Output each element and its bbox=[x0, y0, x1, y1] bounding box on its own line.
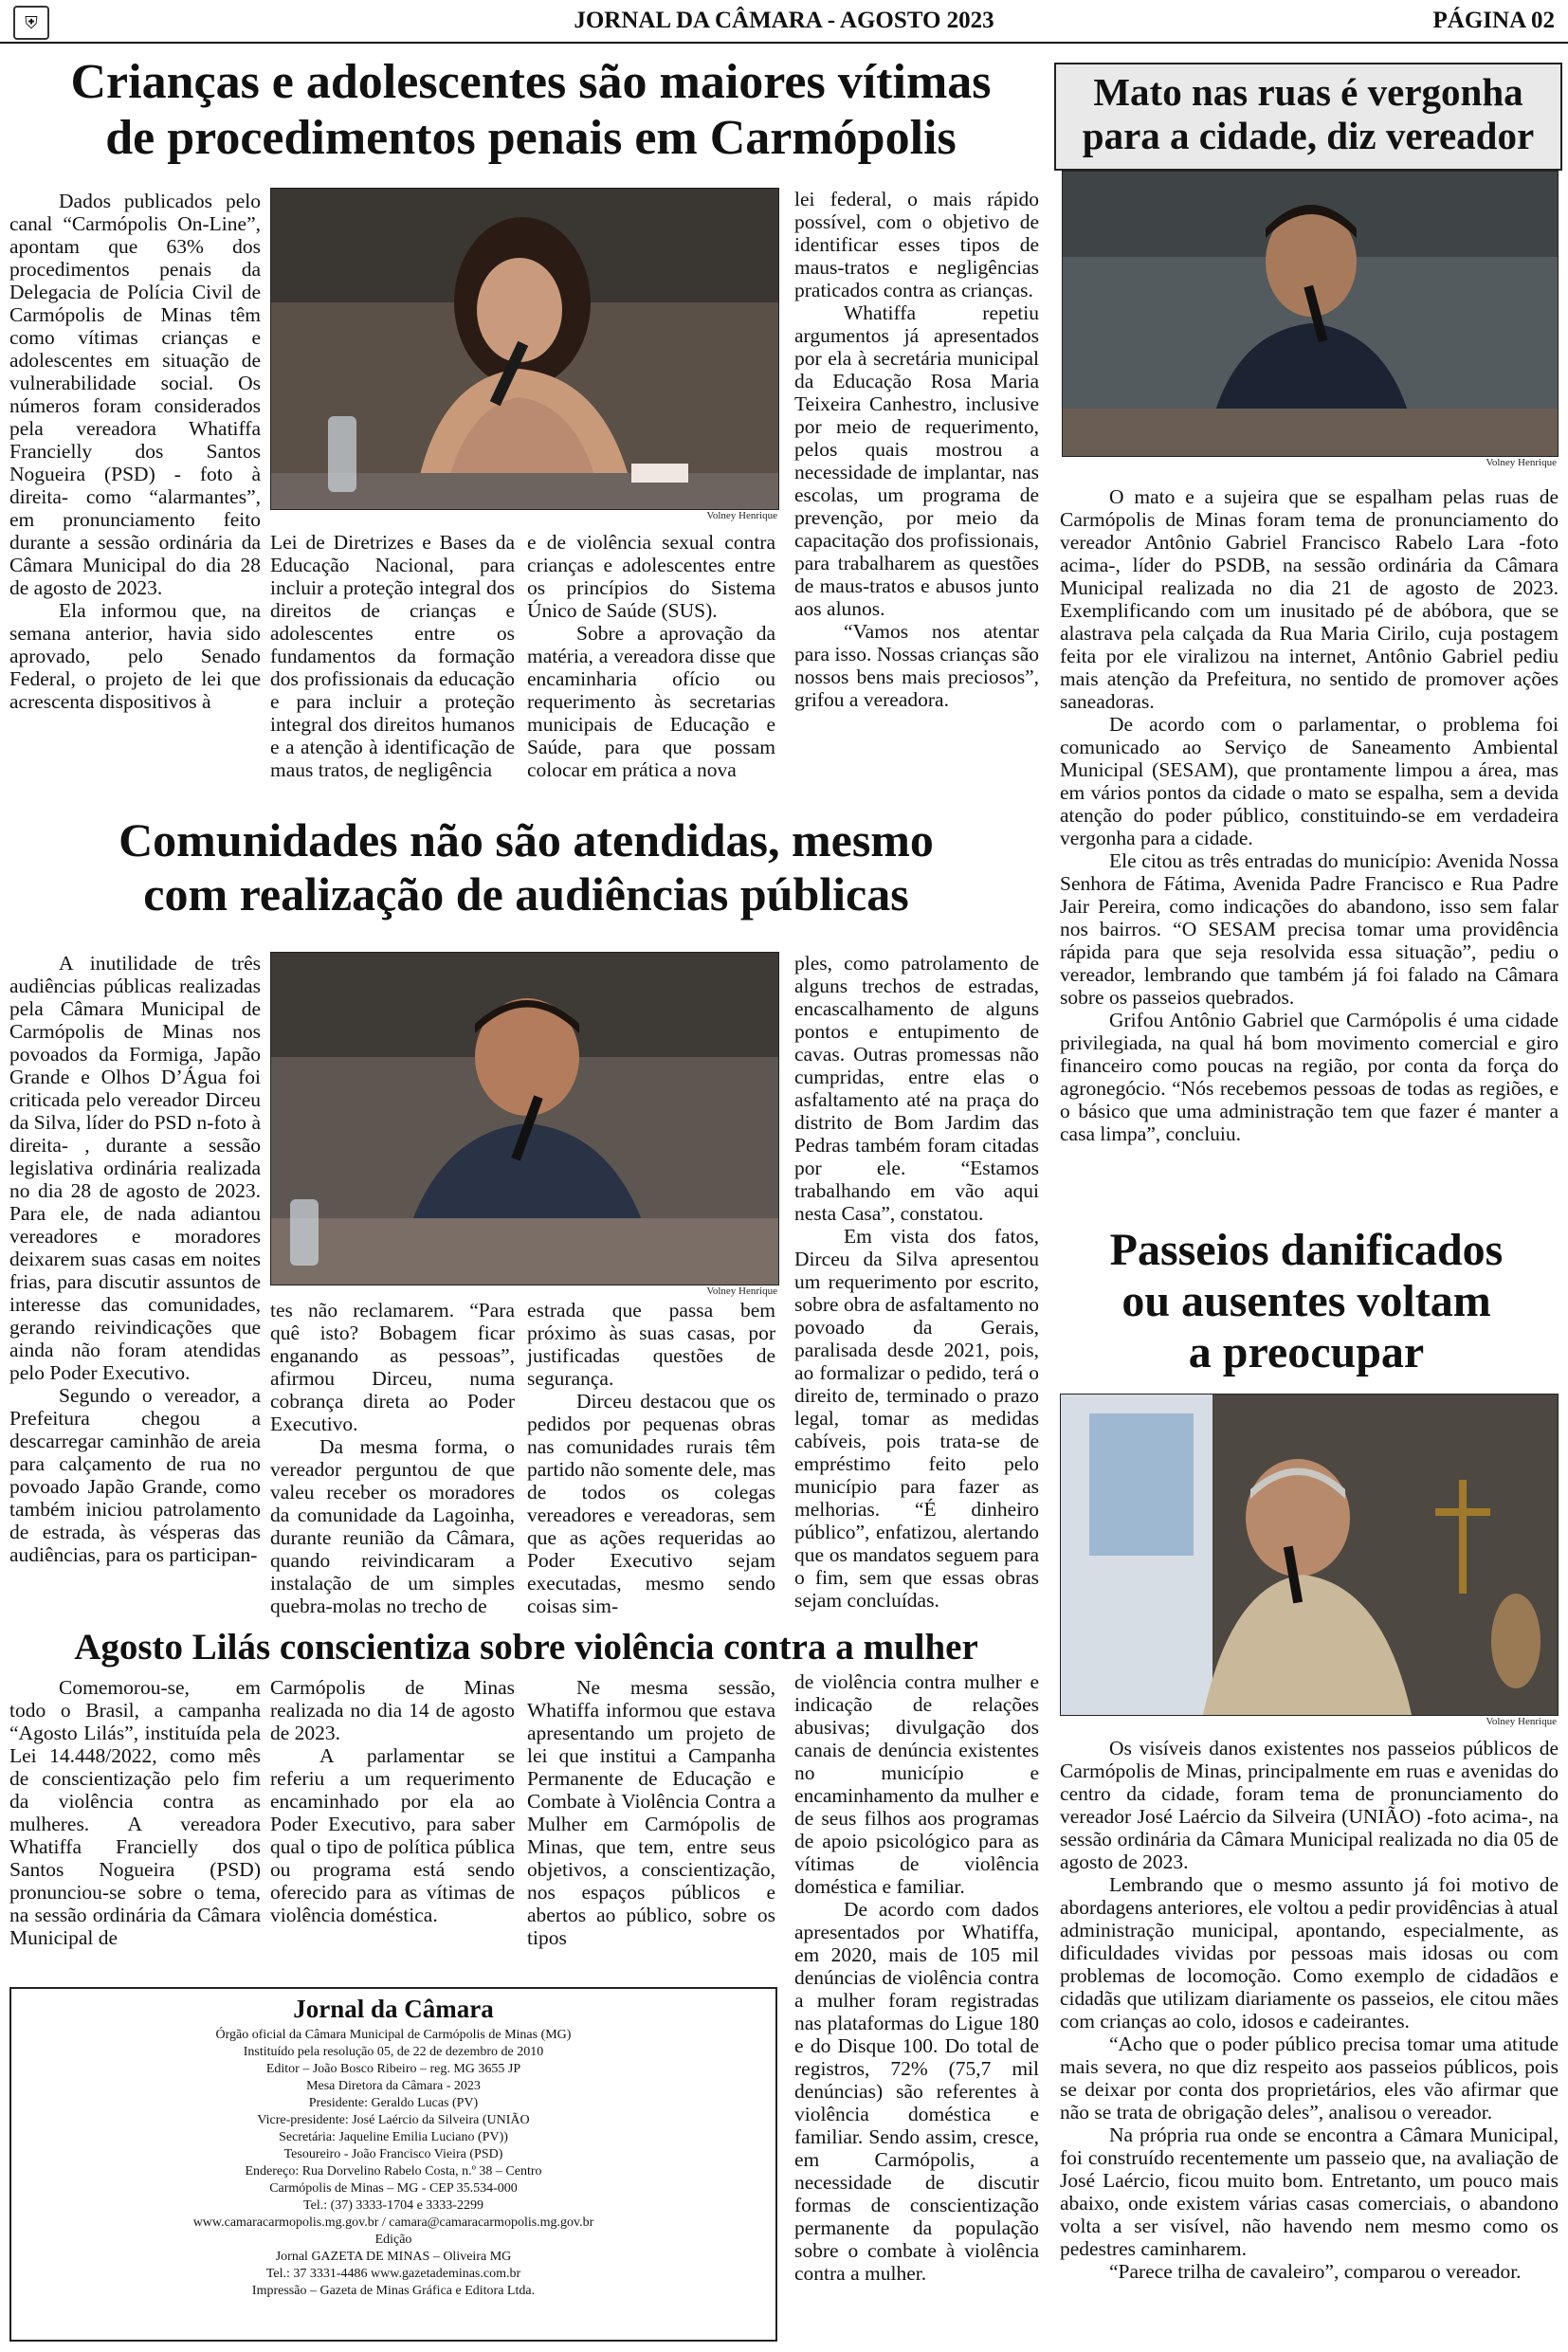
masthead-line: Instituído pela resolução 05, de 22 de dezembro de 2010 bbox=[243, 2045, 544, 2059]
article1-col2 bbox=[270, 531, 515, 781]
masthead-line: Editor – João Bosco Ribeiro – reg. MG 3655 JP bbox=[265, 2062, 521, 2076]
article2-body bbox=[1060, 485, 1559, 1145]
masthead-line: Carmópolis de Minas – MG - CEP 35.534-000 bbox=[269, 2181, 518, 2196]
article1-col1 bbox=[9, 190, 261, 713]
article5-col3 bbox=[527, 1676, 775, 1949]
article3-title-line2: com realização de audiências públicas bbox=[143, 866, 909, 921]
masthead-line: Endereço: Rua Dorvelino Rabelo Costa, n.º 38 – Centro bbox=[245, 2164, 542, 2179]
masthead-line: Tesoureiro - João Francisco Vieira (PSD) bbox=[283, 2147, 503, 2161]
paragraph: De acordo com o parlamentar, o problema foi comunicado ao Serviço de Saneamento Ambiental Municipal (SESAM), que prontamente limpou a área, mas em vários pontos da cidade o mato se espalha, sem a devida atenção do poder público, constituindo-se em verdadeira vergonha para a cidade. bbox=[1060, 713, 1559, 849]
paragraph: Grifou Antônio Gabriel que Carmópolis é uma cidade privilegiada, na qual há bom movimento comercial e giro financeiro como poucas na região, por conta da força do agronegócio. “Nós recebemos pessoas de todas as regiões, e o básico que uma administração tem que fazer é manter a casa limpa”, concluiu. bbox=[1060, 1009, 1559, 1145]
article4-title-line1: Passeios danificados bbox=[1109, 1225, 1504, 1275]
paragraph: Ele citou as três entradas do município: Avenida Nossa Senhora de Fátima, Avenida Padre Francisco e Rua Padre Jair Pereira, como indicações do abandono, isso sem falar nos bairros. “O SESAM precisa tomar uma providência rápida para que seja resolvida essa situação”, pediu o vereador, lembrando que também já foi falado na Câmara sobre os passeios quebrados. bbox=[1060, 849, 1559, 1009]
paragraph: Whatiffa repetiu argumentos já apresentados por ela à secretária municipal da Educação Rosa Maria Teixeira Canhestro, inclusive por meio de requerimento, pelos quais mostrou a necessidade de implantar, nas escolas, um programa de prevenção, por meio da capacitação dos profissionais, para trabalharem as questões de maus-tratos e abusos junto aos alunos. bbox=[794, 301, 1039, 620]
article1-col3 bbox=[527, 531, 775, 781]
paragraph: Ne mesma sessão, Whatiffa informou que estava apresentando um projeto de lei que institui a Campanha Permanente de Educação e Combate à Violência Contra a Mulher em Carmópolis de Minas, que tem, entre seus objetivos, a conscientização, nos espaços públicos e abertos ao público, sobre os tipos bbox=[527, 1676, 775, 1949]
paragraph: Em vista dos fatos, Dirceu da Silva apresentou um requerimento por escrito, sobre obra de asfaltamento no povoado da Gerais, paralisada desde 2021, pois, ao formalizar o pedido, terá o direito de, terminado o prazo legal, tomar as medidas cabíveis, pois trata-se de empréstimo feito pelo município para fazer as melhorias. “É dinheiro público”, enfatizou, alertando que os mandatos seguem para o fim, sem que essas obras sejam concluídas. bbox=[794, 1225, 1039, 1612]
masthead-line: Secretária: Jaqueline Emilia Luciano (PV)) bbox=[279, 2130, 508, 2144]
article2-title-box bbox=[1054, 63, 1562, 171]
paragraph: Sobre a aprovação da matéria, a vereadora disse que encaminharia ofício ou requerimento às secretarias municipais de Educação e Saúde, para que possam colocar em prática a nova bbox=[527, 622, 775, 781]
article3-photo bbox=[270, 952, 779, 1285]
article2-photo bbox=[1062, 171, 1559, 457]
coat-of-arms-icon: ⛨ bbox=[13, 6, 49, 40]
article5-col1 bbox=[9, 1676, 261, 1949]
masthead-line: Tel.: (37) 3333-1704 e 3333-2299 bbox=[303, 2198, 483, 2213]
masthead-line: Tel.: 37 3331-4486 www.gazetademinas.com.br bbox=[265, 2267, 521, 2281]
councilman-jose-laercio-photo bbox=[1061, 1395, 1558, 1715]
article3-title-line1: Comunidades não são atendidas, mesmo bbox=[119, 813, 934, 866]
paragraph: De acordo com dados apresentados por Whatiffa, em 2020, mais de 105 mil denúncias de violência contra a mulher foram registradas nas plataformas do Ligue 180 e do Disque 100. Do total de registros, 72% (75,7 mil denúncias) são referentes à violência doméstica e familiar. Sendo assim, cresce, em Carmópolis, a necessidade de discutir formas de conscientização permanente da população sobre o combate à violência contra a mulher. bbox=[794, 1898, 1039, 2285]
article4-title-line3: a preocupar bbox=[1188, 1327, 1425, 1377]
page-number: PÁGINA 02 bbox=[1432, 8, 1555, 33]
article3-title bbox=[9, 813, 1043, 921]
article3-col1 bbox=[9, 952, 261, 1566]
masthead-line: Mesa Diretora da Câmara - 2023 bbox=[306, 2079, 481, 2093]
masthead-line: Presidente: Geraldo Lucas (PV) bbox=[308, 2096, 479, 2110]
article4-title bbox=[1054, 1225, 1559, 1378]
paragraph: Carmópolis de Minas realizada no dia 14 de agosto de 2023. bbox=[270, 1676, 515, 1744]
paragraph: Segundo o vereador, a Prefeitura chegou a descarregar caminhão de areia para calçamento de rua no povoado Japão Grande, como também iniciou patrolamento de estrada, às vésperas das audiências, para os participan- bbox=[9, 1384, 261, 1566]
masthead-line: Impressão – Gazeta de Minas Gráfica e Editora Ltda. bbox=[251, 2284, 536, 2298]
paragraph: Lembrando que o mesmo assunto já foi motivo de abordagens anteriores, ele voltou a pedir providências à atual administração municipal, apontando, especialmente, as dificuldades vividas por pessoas mais idosas ou com problemas de locomoção. Como exemplo de cidadãos e cidadãs que utilizam diariamente os passeios, ele citou mães com crianças ao colo, idosos e cadeirantes. bbox=[1060, 1873, 1559, 2033]
masthead-box bbox=[9, 1987, 777, 2342]
article3-col4 bbox=[794, 952, 1039, 1612]
photo-credit: Volney Henrique bbox=[1486, 457, 1557, 468]
paragraph: Da mesma forma, o vereador perguntou de que valeu receber os moradores da comunidade da Lagoinha, durante reunião da Câmara, quando reivindicaram a instalação de um simples quebra-molas no trecho de bbox=[270, 1435, 515, 1617]
paragraph: Na própria rua onde se encontra a Câmara Municipal, foi construído recentemente um passeio que, na avaliação de José Laércio, ficou muito bom. Entretanto, um pouco mais abaixo, onde existem várias casas comerciais, o abandono volta a ser visível, não havendo nem mesmo como os pedestres caminharem. bbox=[1060, 2124, 1559, 2260]
article1-title-line2: de procedimentos penais em Carmópolis bbox=[105, 110, 957, 165]
masthead-line: Vicre-presidente: José Laércio da Silveira (UNIÃO bbox=[257, 2113, 530, 2127]
article2-title bbox=[1056, 64, 1560, 158]
paragraph: tes não reclamarem. “Para quê isto? Bobagem ficar enganando as pessoas”, afirmou Dirceu, numa cobrança direta ao Poder Executivo. bbox=[270, 1299, 515, 1435]
article5-col4 bbox=[794, 1670, 1039, 2285]
article2-title-line2: para a cidade, diz vereador bbox=[1082, 114, 1535, 158]
paragraph: Os visíveis danos existentes nos passeios públicos de Carmópolis de Minas, principalmente em ruas e avenidas do centro da cidade, foram tema de pronunciamento do vereador José Laércio da Silveira (UNIÃO) -foto acima-, na sessão ordinária da Câmara Municipal realizada no dia 05 de agosto de 2023. bbox=[1060, 1737, 1559, 1873]
article4-body bbox=[1060, 1737, 1559, 2283]
article4-photo bbox=[1060, 1394, 1559, 1716]
councilwoman-speaking-photo bbox=[271, 189, 778, 509]
paragraph: estrada que passa bem próximo às suas casas, por justificadas questões de segurança. bbox=[527, 1299, 775, 1390]
photo-credit: Volney Henrique bbox=[706, 510, 777, 521]
article1-col4 bbox=[794, 188, 1039, 711]
article2-title-line1: Mato nas ruas é vergonha bbox=[1093, 70, 1523, 114]
paragraph: O mato e a sujeira que se espalham pelas ruas de Carmópolis de Minas foram tema de pronunciamento do vereador Antônio Gabriel Francisco Rabelo Lara -foto acima-, líder do PSDB, na sessão ordinária da Câmara Municipal realizada no dia 21 de agosto de 2023. Exemplificando com um inusitado pé de abóbora, que se alastrava pela calçada da Rua Maria Cirilo, cuja postagem feita por ele viralizou na internet, Antônio Gabriel pediu mais atenção da Prefeitura, no sentido de promover ações saneadoras. bbox=[1060, 485, 1559, 713]
paragraph: lei federal, o mais rápido possível, com o objetivo de identificar esses tipos de maus-tratos e negligências praticados contra as crianças. bbox=[794, 188, 1039, 301]
masthead-line: Jornal GAZETA DE MINAS – Oliveira MG bbox=[275, 2250, 512, 2264]
paragraph: ples, como patrolamento de alguns trechos de estradas, encascalhamento de alguns pontos e entupimento de cavas. Outras promessas não cumpridas, entre elas o asfaltamento até na praça do distrito de Bom Jardim das Pedras também foram citadas por ele. “Estamos trabalhando em vão aqui nesta Casa”, constatou. bbox=[794, 952, 1039, 1225]
paragraph: “Vamos nos atentar para isso. Nossas crianças são nossos bens mais preciosos”, grifou a vereadora. bbox=[794, 620, 1039, 711]
article1-photo bbox=[270, 188, 779, 510]
paragraph: Comemorou-se, em todo o Brasil, a campanha “Agosto Lilás”, instituída pela Lei 14.448/2022, como mês de conscientização pelo fim da violência contra as mulheres. A vereadora Whatiffa Francielly dos Santos Nogueira (PSD) pronunciou-se sobre o tema, na sessão ordinária da Câmara Municipal de bbox=[9, 1676, 261, 1949]
masthead-line: www.camaracarmopolis.mg.gov.br / camara@camaracarmopolis.mg.gov.br bbox=[192, 2215, 594, 2230]
paragraph: A parlamentar se referiu a um requerimento encaminhado por ela ao Poder Executivo, para saber qual o tipo de política pública ou programa está sendo oferecido para as vítimas de violência doméstica. bbox=[270, 1744, 515, 1926]
masthead-title: Jornal da Câmara bbox=[293, 1995, 494, 2023]
article1-title bbox=[9, 55, 1052, 167]
masthead-line: Edição bbox=[374, 2233, 412, 2247]
paragraph: “Acho que o poder público precisa tomar uma atitude mais severa, no que diz respeito aos passeios públicos, pois se deixar por conta dos proprietários, eles vão afirmar que não se trata de obrigação deles”, analisou o vereador. bbox=[1060, 2033, 1559, 2124]
paragraph: Dirceu destacou que os pedidos por pequenas obras nas comunidades rurais têm partido não somente dele, mas de todos os colegas vereadores e vereadoras, sem que as ações requeridas ao Poder Executivo sejam executadas, mesmo sendo coisas sim- bbox=[527, 1390, 775, 1617]
newspaper-header-title: JORNAL DA CÂMARA - AGOSTO 2023 bbox=[574, 8, 994, 33]
paragraph: e de violência sexual contra crianças e adolescentes entre os princípios do Sistema Único de Saúde (SUS). bbox=[527, 531, 775, 622]
paragraph: de violência contra mulher e indicação de relações abusivas; divulgação dos canais de denúncia existentes no município e encaminhamento da mulher e de seus filhos aos programas de apoio psicológico para as vítimas de violência doméstica e familiar. bbox=[794, 1670, 1039, 1898]
article5-title: Agosto Lilás conscientiza sobre violência contra a mulher bbox=[74, 1627, 978, 1668]
page-header bbox=[0, 0, 1568, 44]
paragraph: Lei de Diretrizes e Bases da Educação Nacional, para incluir a proteção integral dos direitos de crianças e adolescentes entre os fundamentos da formação dos profissionais da educação e para incluir a proteção integral dos direitos humanos e a atenção à identificação de maus tratos, de negligência bbox=[270, 531, 515, 781]
article4-title-line2: ou ausentes voltam bbox=[1121, 1276, 1491, 1326]
article3-col2 bbox=[270, 1299, 515, 1617]
paragraph: Ela informou que, na semana anterior, havia sido aprovado, pelo Senado Federal, o projeto de lei que acrescenta dispositivos à bbox=[9, 599, 261, 713]
photo-credit: Volney Henrique bbox=[706, 1285, 777, 1297]
masthead-line: Órgão oficial da Câmara Municipal de Carmópolis de Minas (MG) bbox=[215, 2028, 572, 2042]
councilman-speaking-photo bbox=[1063, 172, 1558, 456]
paragraph: A inutilidade de três audiências públicas realizadas pela Câmara Municipal de Carmópolis de Minas nos povoados da Formiga, Japão Grande e Olhos D’Água foi criticada pelo vereador Dirceu da Silva, líder do PSD n-foto à direita- , durante a sessão legislativa ordinária realizada no dia 28 de agosto de 2023. Para ele, de nada adiantou vereadores e moradores deixarem suas casas em noites frias, para discutir assuntos de interesse das comunidades, gerando reivindicações que ainda não foram atendidas pelo Poder Executivo. bbox=[9, 952, 261, 1384]
paragraph: Dados publicados pelo canal “Carmópolis On-Line”, apontam que 63% dos procedimentos penais da Delegacia de Polícia Civil de Carmópolis de Minas têm como vítimas crianças e adolescentes em situação de vulnerabilidade social. Os números foram considerados pela vereadora Whatiffa Francielly dos Santos Nogueira (PSD) - foto à direita- como “alarmantes”, em pronunciamento feito durante a sessão ordinária da Câmara Municipal do dia 28 de agosto de 2023. bbox=[9, 190, 261, 599]
article3-col3 bbox=[527, 1299, 775, 1617]
article1-title-line1: Crianças e adolescentes são maiores vítimas bbox=[70, 55, 992, 109]
paragraph: “Parece trilha de cavaleiro”, comparou o vereador. bbox=[1109, 2260, 1522, 2283]
councilman-dirceu-photo bbox=[271, 953, 778, 1285]
article5-col2 bbox=[270, 1676, 515, 1926]
photo-credit: Volney Henrique bbox=[1486, 1716, 1557, 1727]
